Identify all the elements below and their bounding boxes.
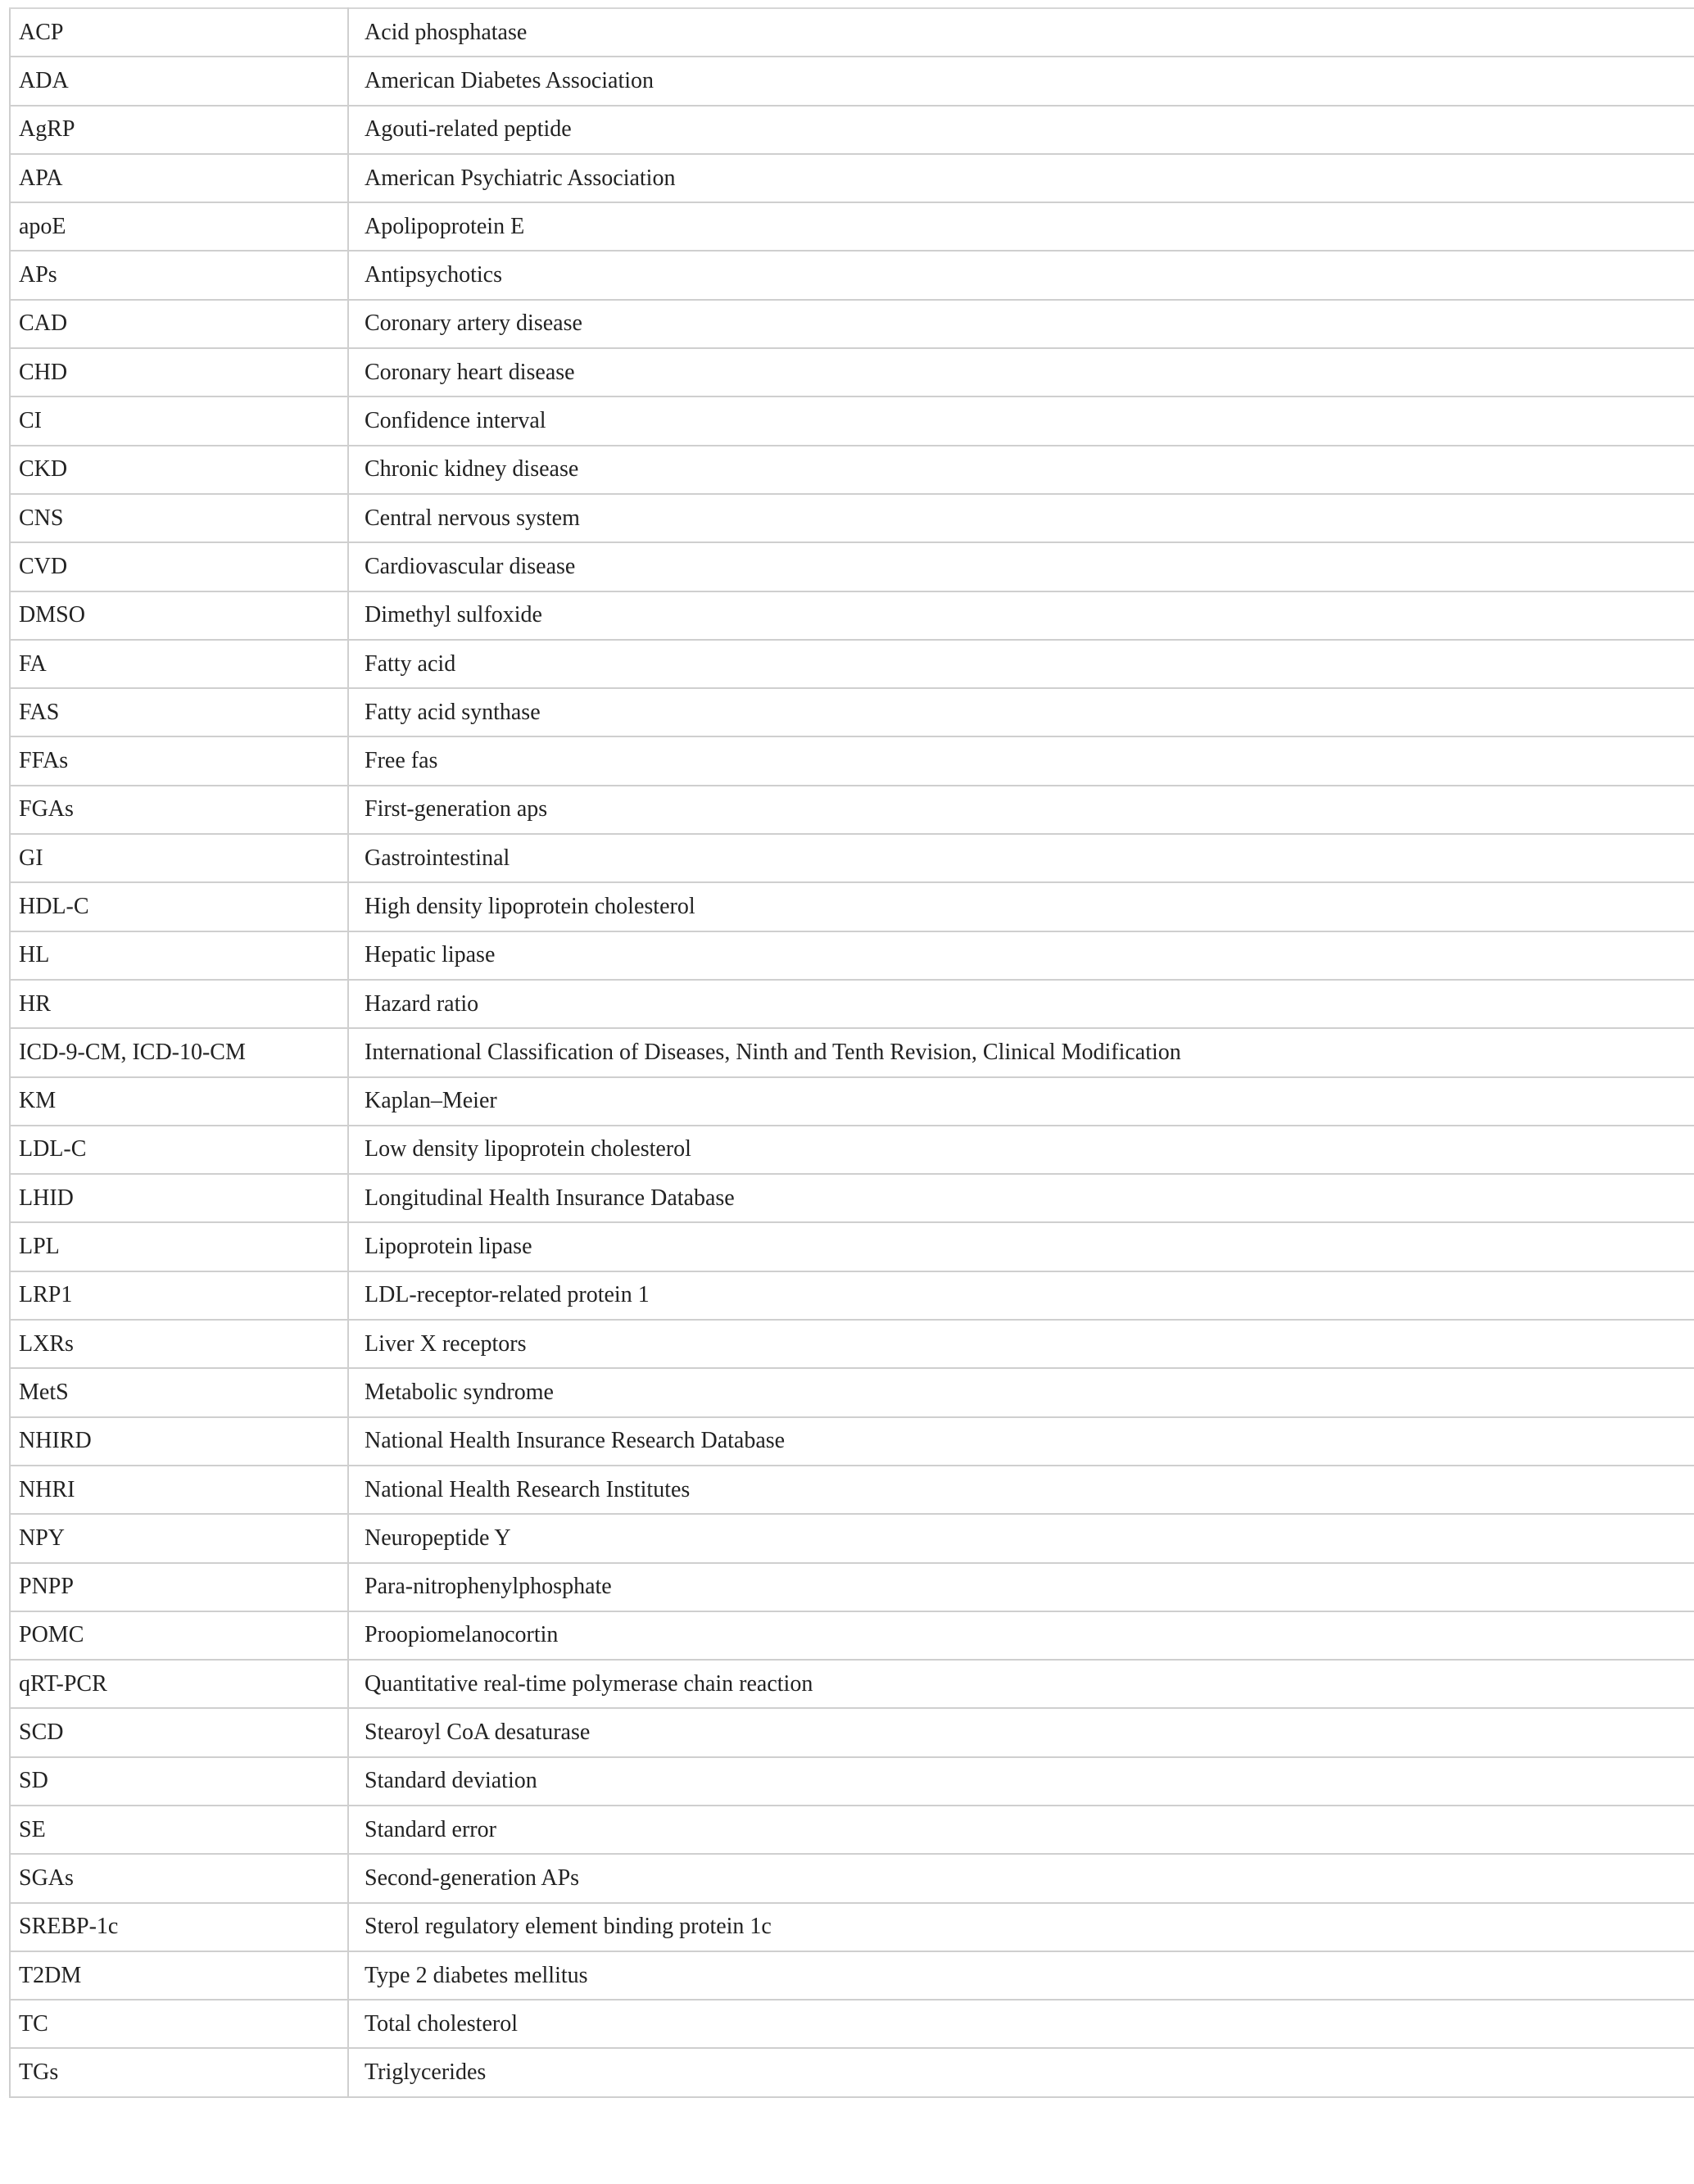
- table-row: [10, 1126, 1694, 1174]
- table-row: [10, 591, 1694, 640]
- definition-cell: Dimethyl sulfoxide: [348, 591, 1694, 640]
- abbreviation-cell: LXRs: [10, 1320, 348, 1368]
- abbreviation-cell: AgRP: [10, 106, 348, 154]
- definition-cell: Longitudinal Health Insurance Database: [348, 1174, 1694, 1222]
- abbreviation-cell: SGAs: [10, 1854, 348, 1902]
- table-row: [10, 1077, 1694, 1126]
- abbreviation-cell: NHRI: [10, 1466, 348, 1514]
- abbreviation-cell: FA: [10, 640, 348, 688]
- abbreviation-cell: ADA: [10, 57, 348, 105]
- definition-cell: Second-generation APs: [348, 1854, 1694, 1902]
- definition-cell: Gastrointestinal: [348, 834, 1694, 882]
- abbreviations-table-body: [10, 8, 1694, 2097]
- table-row: [10, 980, 1694, 1028]
- abbreviation-cell: T2DM: [10, 1951, 348, 2000]
- abbreviation-cell: SREBP-1c: [10, 1903, 348, 1951]
- abbreviation-cell: FFAs: [10, 736, 348, 785]
- abbreviation-cell: HR: [10, 980, 348, 1028]
- definition-cell: Apolipoprotein E: [348, 202, 1694, 251]
- definition-cell: Acid phosphatase: [348, 8, 1694, 57]
- abbreviation-cell: CKD: [10, 446, 348, 494]
- table-row: [10, 2000, 1694, 2048]
- table-row: [10, 1320, 1694, 1368]
- definition-cell: Chronic kidney disease: [348, 446, 1694, 494]
- definition-cell: Fatty acid: [348, 640, 1694, 688]
- definition-cell: Cardiovascular disease: [348, 542, 1694, 591]
- table-row: [10, 251, 1694, 299]
- abbreviation-cell: SCD: [10, 1708, 348, 1756]
- definition-cell: National Health Research Institutes: [348, 1466, 1694, 1514]
- table-row: [10, 2048, 1694, 2096]
- definition-cell: High density lipoprotein cholesterol: [348, 882, 1694, 931]
- abbreviation-cell: ACP: [10, 8, 348, 57]
- definition-cell: Type 2 diabetes mellitus: [348, 1951, 1694, 2000]
- table-row: [10, 640, 1694, 688]
- abbreviation-cell: LHID: [10, 1174, 348, 1222]
- table-row: [10, 1660, 1694, 1708]
- definition-cell: Lipoprotein lipase: [348, 1222, 1694, 1271]
- table-row: [10, 1903, 1694, 1951]
- table-row: [10, 1466, 1694, 1514]
- definition-cell: Sterol regulatory element binding protein 1c: [348, 1903, 1694, 1951]
- table-row: [10, 1514, 1694, 1562]
- abbreviation-cell: TGs: [10, 2048, 348, 2096]
- table-row: [10, 154, 1694, 202]
- definition-cell: Triglycerides: [348, 2048, 1694, 2096]
- table-row: [10, 688, 1694, 736]
- table-row: [10, 300, 1694, 348]
- definition-cell: Hazard ratio: [348, 980, 1694, 1028]
- table-row: [10, 1271, 1694, 1320]
- table-row: [10, 1708, 1694, 1756]
- definition-cell: Free fas: [348, 736, 1694, 785]
- abbreviation-cell: SE: [10, 1806, 348, 1854]
- abbreviation-cell: LRP1: [10, 1271, 348, 1320]
- definition-cell: American Diabetes Association: [348, 57, 1694, 105]
- table-row: [10, 882, 1694, 931]
- abbreviation-cell: KM: [10, 1077, 348, 1126]
- table-row: [10, 931, 1694, 980]
- definition-cell: International Classification of Diseases, Ninth and Tenth Revision, Clinical Modification: [348, 1028, 1694, 1076]
- definition-cell: Kaplan–Meier: [348, 1077, 1694, 1126]
- table-row: [10, 1854, 1694, 1902]
- abbreviation-cell: SD: [10, 1757, 348, 1806]
- table-row: [10, 446, 1694, 494]
- abbreviation-cell: CHD: [10, 348, 348, 396]
- definition-cell: Coronary heart disease: [348, 348, 1694, 396]
- table-row: [10, 106, 1694, 154]
- abbreviation-cell: ICD-9-CM, ICD-10-CM: [10, 1028, 348, 1076]
- abbreviation-cell: CI: [10, 396, 348, 445]
- definition-cell: Metabolic syndrome: [348, 1368, 1694, 1416]
- abbreviation-cell: TC: [10, 2000, 348, 2048]
- table-row: [10, 736, 1694, 785]
- table-row: [10, 1368, 1694, 1416]
- abbreviations-table: [9, 7, 1694, 2098]
- definition-cell: Para-nitrophenylphosphate: [348, 1563, 1694, 1611]
- abbreviation-cell: FGAs: [10, 786, 348, 834]
- definition-cell: Proopiomelanocortin: [348, 1611, 1694, 1660]
- definition-cell: Antipsychotics: [348, 251, 1694, 299]
- abbreviation-cell: APA: [10, 154, 348, 202]
- abbreviation-cell: HL: [10, 931, 348, 980]
- definition-cell: First-generation aps: [348, 786, 1694, 834]
- abbreviation-cell: FAS: [10, 688, 348, 736]
- abbreviation-cell: GI: [10, 834, 348, 882]
- table-row: [10, 1951, 1694, 2000]
- table-row: [10, 834, 1694, 882]
- table-row: [10, 57, 1694, 105]
- table-row: [10, 1563, 1694, 1611]
- abbreviation-cell: PNPP: [10, 1563, 348, 1611]
- table-row: [10, 1757, 1694, 1806]
- abbreviation-cell: CAD: [10, 300, 348, 348]
- table-row: [10, 1174, 1694, 1222]
- table-row: [10, 1028, 1694, 1076]
- definition-cell: Low density lipoprotein cholesterol: [348, 1126, 1694, 1174]
- definition-cell: Neuropeptide Y: [348, 1514, 1694, 1562]
- abbreviation-cell: LPL: [10, 1222, 348, 1271]
- definition-cell: Fatty acid synthase: [348, 688, 1694, 736]
- table-row: [10, 1417, 1694, 1466]
- table-row: [10, 8, 1694, 57]
- table-row: [10, 494, 1694, 542]
- definition-cell: Confidence interval: [348, 396, 1694, 445]
- table-row: [10, 542, 1694, 591]
- definition-cell: Liver X receptors: [348, 1320, 1694, 1368]
- abbreviation-cell: CVD: [10, 542, 348, 591]
- definition-cell: Stearoyl CoA desaturase: [348, 1708, 1694, 1756]
- abbreviation-cell: NHIRD: [10, 1417, 348, 1466]
- table-row: [10, 786, 1694, 834]
- table-row: [10, 1611, 1694, 1660]
- definition-cell: Standard deviation: [348, 1757, 1694, 1806]
- definition-cell: Quantitative real-time polymerase chain reaction: [348, 1660, 1694, 1708]
- definition-cell: Standard error: [348, 1806, 1694, 1854]
- abbreviation-cell: qRT-PCR: [10, 1660, 348, 1708]
- definition-cell: Central nervous system: [348, 494, 1694, 542]
- definition-cell: Coronary artery disease: [348, 300, 1694, 348]
- table-row: [10, 1806, 1694, 1854]
- abbreviation-cell: DMSO: [10, 591, 348, 640]
- table-row: [10, 348, 1694, 396]
- definition-cell: National Health Insurance Research Database: [348, 1417, 1694, 1466]
- definition-cell: Agouti-related peptide: [348, 106, 1694, 154]
- abbreviation-cell: POMC: [10, 1611, 348, 1660]
- abbreviation-cell: NPY: [10, 1514, 348, 1562]
- table-row: [10, 1222, 1694, 1271]
- definition-cell: LDL-receptor-related protein 1: [348, 1271, 1694, 1320]
- table-row: [10, 396, 1694, 445]
- definition-cell: American Psychiatric Association: [348, 154, 1694, 202]
- abbreviation-cell: MetS: [10, 1368, 348, 1416]
- table-row: [10, 202, 1694, 251]
- abbreviation-cell: APs: [10, 251, 348, 299]
- abbreviation-cell: apoE: [10, 202, 348, 251]
- abbreviation-cell: HDL-C: [10, 882, 348, 931]
- definition-cell: Total cholesterol: [348, 2000, 1694, 2048]
- abbreviation-cell: CNS: [10, 494, 348, 542]
- abbreviation-cell: LDL-C: [10, 1126, 348, 1174]
- definition-cell: Hepatic lipase: [348, 931, 1694, 980]
